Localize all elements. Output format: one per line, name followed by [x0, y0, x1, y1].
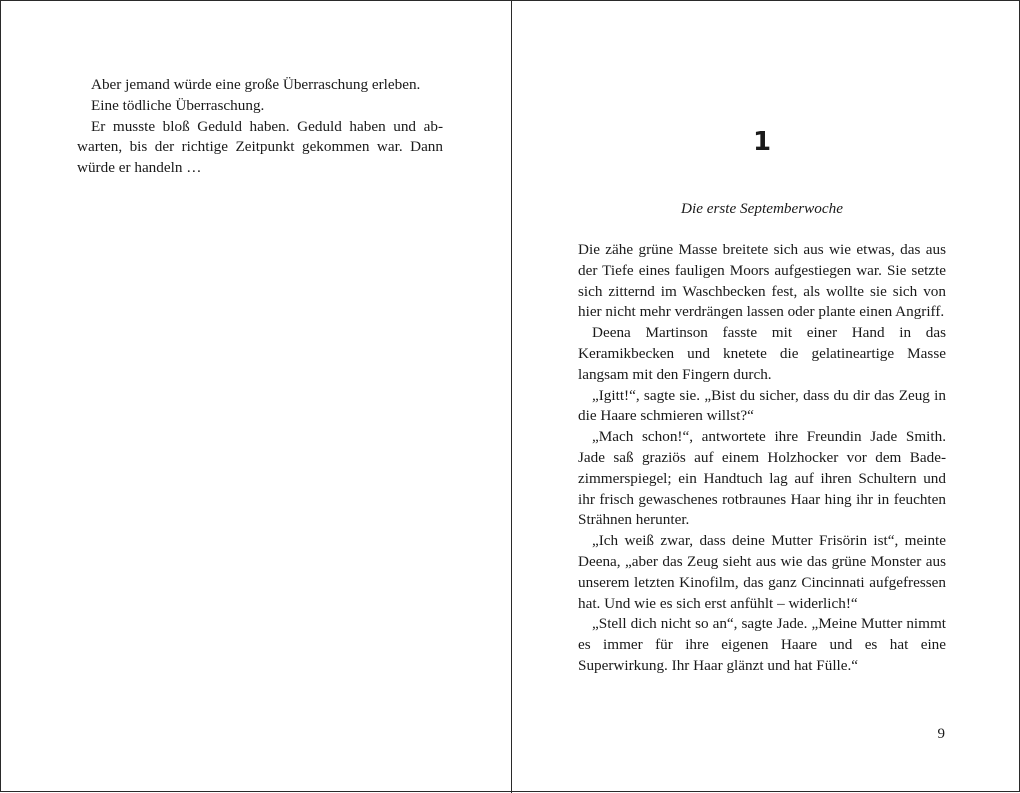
- paragraph: Die zähe grüne Masse breitete sich aus wie etwas, das aus der Tiefe eines fauligen Moors aufgestiegen war. Sie setzte sich zitternd im Waschbecken fest, als wollte sie sich von hier nicht mehr verdrängen lassen oder plante einen Angriff.: [578, 241, 946, 321]
- left-page-text: [77, 75, 443, 179]
- right-page: [512, 1, 1020, 793]
- paragraph: „Stell dich nicht so an“, sagte Jade. „Meine Mutter nimmt es immer für ihre eigenen Haare und es hat eine Superwirkung. Ihr Haar glänzt und hat Fülle.“: [578, 615, 946, 674]
- left-page: [1, 1, 511, 793]
- paragraph: Er musste bloß Geduld haben. Geduld haben und abwarten, bis der richtige Zeitpunkt gekommen war. Dann würde er handeln …: [77, 117, 443, 177]
- page-number: 9: [937, 726, 945, 742]
- paragraph: Eine tödliche Überraschung.: [91, 96, 265, 114]
- paragraph: „Ich weiß zwar, dass deine Mutter Frisörin ist“, meinte Deena, „aber das Zeug sieht aus wie das grüne Monster aus unserem letzten Kinofilm, das ganz Cincinnati aufgefressen hat. Und wie es sich erst anfühlt – widerlich!“: [578, 532, 946, 612]
- right-page-text: [578, 240, 946, 677]
- paragraph: „Mach schon!“, antwortete ihre Freundin Jade Smith. Jade saß graziös auf einem Holzhocker vor dem Badezimmerspiegel; ein Handtuch lag auf ihren Schultern und ihr frisch gewaschenes rotbraunes Haar hing ihr in feuchten Strähnen herunter.: [578, 428, 946, 529]
- paragraph: „Igitt!“, sagte sie. „Bist du sicher, dass du dir das Zeug in die Haare schmieren willst?“: [578, 386, 946, 425]
- paragraph: Aber jemand würde eine große Überraschung erleben.: [91, 76, 421, 93]
- chapter-number: 1: [752, 127, 772, 157]
- chapter-subtitle: Die erste Septemberwoche: [681, 200, 843, 217]
- paragraph: Deena Martinson fasste mit einer Hand in das Keramikbecken und knetete die gelatineartige Masse langsam mit den Fingern durch.: [578, 324, 946, 383]
